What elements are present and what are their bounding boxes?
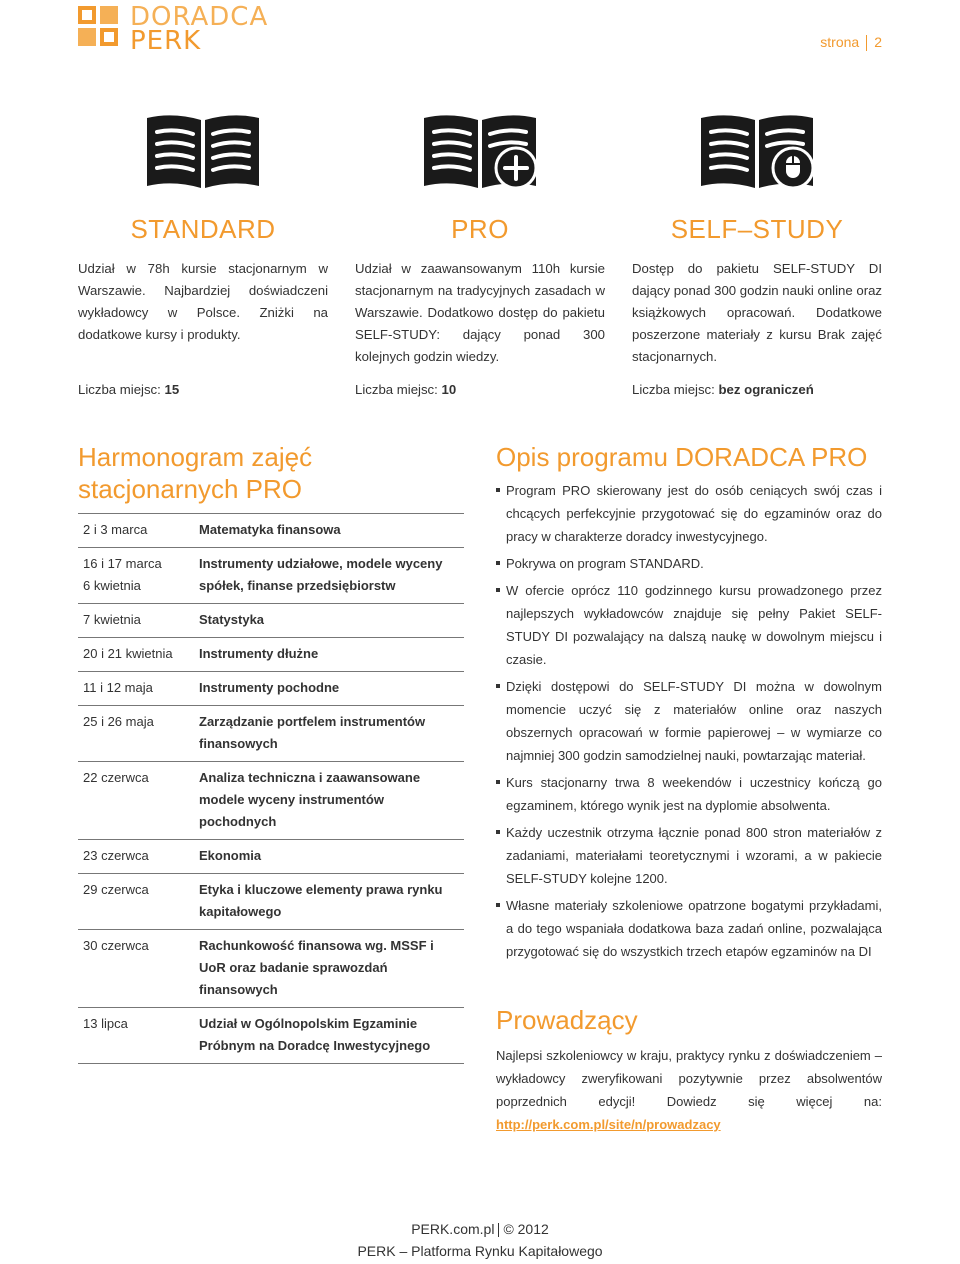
package-self-study (632, 112, 883, 397)
page-number (820, 34, 882, 51)
package-seats (78, 382, 179, 397)
footer-copyright: © 2012 (503, 1221, 549, 1237)
book-icon (78, 112, 328, 200)
schedule-date: 25 i 26 maja (83, 714, 154, 729)
perk-logo-icon (78, 6, 120, 48)
footer-separator (498, 1223, 499, 1237)
package-description: Udział w zaawansowanym 110h kursie stacjonarnym na tradycyjnych zasadach w Warszawie. Dodatkowo dostęp do pakietu SELF-STUDY: dający ponad 300 kolejnych godzin wiedzy. (355, 261, 605, 364)
lecturers-section (496, 1004, 882, 1036)
schedule-date: 11 i 12 maja (83, 680, 153, 695)
logo-text-perk: PERK (130, 26, 202, 56)
program-bullets (496, 479, 882, 963)
seats-value: 10 (441, 382, 457, 397)
schedule-subject: Matematyka finansowa (199, 522, 341, 537)
schedule-date: 29 czerwca (83, 882, 149, 897)
schedule-row (78, 671, 464, 705)
lecturers-title: Prowadzący (496, 1005, 638, 1035)
package-seats (355, 382, 456, 397)
schedule-row (78, 929, 464, 1007)
package-description: Udział w 78h kursie stacjonarnym w Warszawie. Najbardziej doświadczeni wykładowcy w Polsce. Zniżki na dodatkowe kursy i produkty. (78, 261, 328, 342)
book-mouse-icon (632, 112, 882, 200)
schedule-title: Harmonogram zajęć stacjonarnych PRO (78, 442, 313, 504)
lecturers-link[interactable]: http://perk.com.pl/site/n/prowadzacy (496, 1117, 721, 1132)
page-number-value: 2 (874, 34, 882, 50)
schedule-row (78, 513, 464, 547)
page-label: strona (820, 34, 860, 50)
program-title: Opis programu DORADCA PRO (496, 442, 868, 472)
package-title: PRO (451, 214, 509, 244)
schedule-date: 30 czerwca (83, 938, 149, 953)
schedule-row (78, 705, 464, 761)
program-bullet: Pokrywa on program STANDARD. (496, 552, 882, 575)
schedule-subject: Ekonomia (199, 848, 262, 863)
schedule-subject: Udział w Ogólnopolskim Egzaminie Próbnym na Doradcę Inwestycyjnego (199, 1016, 431, 1053)
seats-label: Liczba miejsc: (632, 382, 715, 397)
lecturers-text-block (496, 1044, 882, 1136)
schedule-subject: Statystyka (199, 612, 265, 627)
page-separator (866, 35, 867, 51)
seats-label: Liczba miejsc: (355, 382, 438, 397)
program-bullet: Kurs stacjonarny trwa 8 weekendów i uczestnicy kończą go egzaminem, którego wynik jest na dyplomie absolwenta. (496, 771, 882, 817)
schedule-date: 2 i 3 marca (83, 522, 148, 537)
schedule-row (78, 1007, 464, 1064)
schedule-subject: Etyka i kluczowe elementy prawa rynku kapitałowego (199, 882, 443, 919)
schedule-subject: Instrumenty dłużne (199, 646, 319, 661)
footer-line-1 (0, 1218, 960, 1240)
seats-label: Liczba miejsc: (78, 382, 161, 397)
book-plus-icon (355, 112, 605, 200)
schedule-row (78, 637, 464, 671)
program-description (496, 441, 882, 967)
program-bullet: Program PRO skierowany jest do osób ceniących swój czas i chcących perfekcyjnie przygotować się do egzaminów oraz do pracy w charakterze doradcy inwestycyjnego. (496, 479, 882, 548)
logo (78, 2, 278, 56)
schedule-subject: Analiza techniczna i zaawansowane modele wyceny instrumentów pochodnych (199, 770, 421, 829)
schedule-date: 7 kwietnia (83, 612, 141, 627)
schedule-table (78, 513, 464, 1064)
program-bullet: Dzięki dostępowi do SELF-STUDY DI można w dowolnym momencie uczyć się z materiałów online oraz naszych obszernych opracowań w formie papierowej – w wymiarze co najmniej 300 godzin samodzielnej nauki, powtarzając materiał. (496, 675, 882, 767)
schedule-subject: Instrumenty udziałowe, modele wyceny spółek, finanse przedsiębiorstw (199, 556, 443, 593)
seats-value: 15 (164, 382, 180, 397)
program-bullet: Własne materiały szkoleniowe opatrzone bogatymi przykładami, a do tego wspaniała dodatkowa baza zadań online, pozwalająca przygotować się do wszystkich trzech etapów egzaminów na DI (496, 894, 882, 963)
schedule-date: 13 lipca (83, 1016, 128, 1031)
schedule-row (78, 603, 464, 637)
package-seats (632, 382, 814, 397)
package-title: STANDARD (130, 214, 276, 244)
package-pro (355, 112, 605, 397)
footer-tagline: PERK – Platforma Rynku Kapitałowego (357, 1243, 603, 1259)
schedule-date: 20 i 21 kwietnia (83, 646, 173, 661)
schedule-subject: Rachunkowość finansowa wg. MSSF i UoR oraz badanie sprawozdań finansowych (199, 938, 434, 997)
footer-site: PERK.com.pl (411, 1221, 495, 1237)
schedule-row (78, 761, 464, 839)
seats-value: bez ograniczeń (718, 382, 814, 397)
package-standard (78, 112, 328, 397)
schedule-date: 22 czerwca (83, 770, 149, 785)
schedule-date: 16 i 17 marca 6 kwietnia (83, 556, 162, 593)
schedule-date: 23 czerwca (83, 848, 149, 863)
program-bullet: Każdy uczestnik otrzyma łącznie ponad 800 stron materiałów z zadaniami, materiałami teoretycznymi i wzorami, a w pakiecie SELF-STUDY kolejne 1200. (496, 821, 882, 890)
lecturers-text: Najlepsi szkoleniowcy w kraju, praktycy rynku z doświadczeniem – wykładowcy zweryfikowani pozytywnie przez absolwentów poprzednich edycji! Dowiedz się więcej na: (496, 1048, 882, 1109)
schedule-row (78, 839, 464, 873)
program-bullet: W ofercie oprócz 110 godzinnego kursu prowadzonego przez najlepszych wykładowców znajduje się pełny Pakiet SELF-STUDY DI pozwalający na dalszą naukę w dowolnym miejscu i czasie. (496, 579, 882, 671)
schedule-row (78, 547, 464, 603)
package-title: SELF–STUDY (670, 214, 844, 244)
package-description: Dostęp do pakietu SELF-STUDY DI dający ponad 300 godzin nauki online oraz książkowych opracowań. Dodatkowe poszerzone materiały z kursu Brak zajęć stacjonarnych. (632, 261, 883, 364)
schedule-row (78, 873, 464, 929)
logo-text-doradca: DORADCA (130, 2, 269, 32)
schedule-subject: Zarządzanie portfelem instrumentów finansowych (199, 714, 426, 751)
footer (0, 1218, 960, 1262)
schedule-subject: Instrumenty pochodne (199, 680, 340, 695)
